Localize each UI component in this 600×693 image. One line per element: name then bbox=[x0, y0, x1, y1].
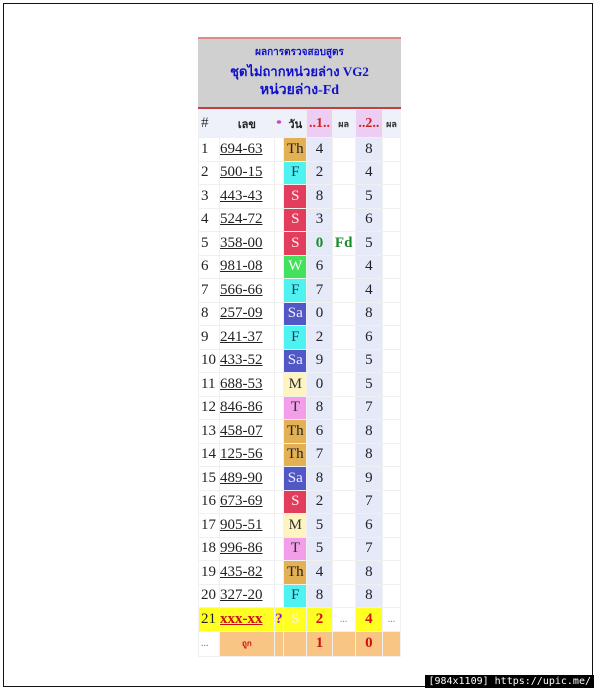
row-star-cell bbox=[274, 561, 283, 585]
table-row bbox=[199, 185, 401, 209]
col-result1-header: ผล bbox=[332, 110, 355, 138]
drawn-number[interactable]: 981-08 bbox=[220, 255, 275, 279]
row-number: 18 bbox=[199, 537, 220, 561]
col-day-header: วัน bbox=[284, 110, 307, 138]
value-2: 7 bbox=[355, 490, 382, 514]
row-number: 14 bbox=[199, 443, 220, 467]
value-2: 8 bbox=[355, 561, 382, 585]
result-1 bbox=[332, 326, 355, 350]
table-row bbox=[199, 373, 401, 397]
row-number: 8 bbox=[199, 302, 220, 326]
day-badge: T bbox=[284, 537, 307, 561]
value-2: 8 bbox=[355, 584, 382, 608]
result-2 bbox=[383, 185, 401, 209]
value-2: 5 bbox=[355, 232, 382, 256]
table-row bbox=[199, 561, 401, 585]
row-star-cell bbox=[274, 373, 283, 397]
value-1: 2 bbox=[307, 161, 332, 185]
header-title: ผลการตรวจสอบสูตร bbox=[255, 47, 344, 58]
table-row bbox=[199, 396, 401, 420]
row-star-cell bbox=[274, 185, 283, 209]
row-star-cell bbox=[274, 443, 283, 467]
col-result2-header: ผล bbox=[383, 110, 401, 138]
totals-row bbox=[199, 631, 401, 656]
value-2: 8 bbox=[355, 443, 382, 467]
value-1: 5 bbox=[307, 537, 332, 561]
result-2 bbox=[383, 443, 401, 467]
value-2: 4 bbox=[355, 608, 382, 632]
row-number: 10 bbox=[199, 349, 220, 373]
value-2: 4 bbox=[355, 255, 382, 279]
result-2 bbox=[383, 161, 401, 185]
day-badge: S bbox=[284, 185, 307, 209]
value-2: 4 bbox=[355, 161, 382, 185]
day-badge: Sa bbox=[284, 349, 307, 373]
image-source-tag: [984x1109] https://upic.me/ bbox=[425, 675, 594, 688]
result-2 bbox=[383, 232, 401, 256]
value-1: 8 bbox=[307, 396, 332, 420]
result-1 bbox=[332, 255, 355, 279]
table-row bbox=[199, 490, 401, 514]
day-badge: T bbox=[284, 396, 307, 420]
row-number: 2 bbox=[199, 161, 220, 185]
drawn-number[interactable]: 443-43 bbox=[220, 185, 275, 209]
value-1: 5 bbox=[307, 514, 332, 538]
result-1 bbox=[332, 373, 355, 397]
col-star-header: * bbox=[274, 110, 283, 138]
row-star-cell: ? bbox=[274, 608, 283, 632]
day-badge: Sa bbox=[284, 467, 307, 491]
row-star-cell bbox=[274, 161, 283, 185]
row-star-cell bbox=[274, 537, 283, 561]
table-row bbox=[199, 467, 401, 491]
results-table bbox=[198, 109, 401, 657]
col-1-header: ..1.. bbox=[307, 110, 332, 138]
value-2: 6 bbox=[355, 514, 382, 538]
row-star-cell bbox=[274, 514, 283, 538]
row-star-cell bbox=[274, 584, 283, 608]
drawn-number[interactable]: 673-69 bbox=[220, 490, 275, 514]
row-number: 20 bbox=[199, 584, 220, 608]
day-badge: Th bbox=[284, 561, 307, 585]
result-1 bbox=[332, 185, 355, 209]
col-num-header: # bbox=[199, 110, 220, 138]
table-row bbox=[199, 232, 401, 256]
result-1 bbox=[332, 537, 355, 561]
drawn-number[interactable]: 524-72 bbox=[220, 208, 275, 232]
row-star-cell bbox=[274, 232, 283, 256]
day-badge: M bbox=[284, 514, 307, 538]
result-1 bbox=[332, 161, 355, 185]
value-1: 8 bbox=[307, 185, 332, 209]
day-badge: Sa bbox=[284, 302, 307, 326]
row-star-cell bbox=[274, 255, 283, 279]
value-2: 7 bbox=[355, 537, 382, 561]
value-1: 0 bbox=[307, 373, 332, 397]
result-2 bbox=[383, 373, 401, 397]
table-row bbox=[199, 420, 401, 444]
value-1: 2 bbox=[307, 326, 332, 350]
row-number: 19 bbox=[199, 561, 220, 585]
value-2: 4 bbox=[355, 279, 382, 303]
column-header-row bbox=[199, 110, 401, 138]
total-1: 1 bbox=[307, 631, 332, 656]
row-number: 11 bbox=[199, 373, 220, 397]
value-1: 0 bbox=[307, 302, 332, 326]
day-badge: F bbox=[284, 161, 307, 185]
drawn-number[interactable]: 500-15 bbox=[220, 161, 275, 185]
day-badge: F bbox=[284, 279, 307, 303]
result-1 bbox=[332, 490, 355, 514]
row-number: 15 bbox=[199, 467, 220, 491]
day-badge: F bbox=[284, 326, 307, 350]
result-2 bbox=[383, 490, 401, 514]
value-1: 8 bbox=[307, 467, 332, 491]
result-2 bbox=[383, 514, 401, 538]
result-2 bbox=[383, 561, 401, 585]
header-unit: หน่วยล่าง-Fd bbox=[259, 83, 340, 98]
result-1 bbox=[332, 443, 355, 467]
result-2 bbox=[383, 302, 401, 326]
drawn-number[interactable]: 458-07 bbox=[220, 420, 275, 444]
result-1 bbox=[332, 349, 355, 373]
row-star-cell bbox=[274, 279, 283, 303]
value-2: 7 bbox=[355, 396, 382, 420]
drawn-number[interactable]: 257-09 bbox=[220, 302, 275, 326]
table-row bbox=[199, 443, 401, 467]
result-1 bbox=[332, 138, 355, 162]
row-star-cell bbox=[274, 420, 283, 444]
result-2 bbox=[383, 349, 401, 373]
result-1 bbox=[332, 279, 355, 303]
value-1: 7 bbox=[307, 443, 332, 467]
result-2 bbox=[383, 537, 401, 561]
value-1: 8 bbox=[307, 584, 332, 608]
day-badge: M bbox=[284, 373, 307, 397]
col-2-header: ..2.. bbox=[355, 110, 382, 138]
table-row bbox=[199, 584, 401, 608]
results-header bbox=[198, 37, 401, 109]
result-1: Fd bbox=[332, 232, 355, 256]
value-1: 6 bbox=[307, 420, 332, 444]
table-row bbox=[199, 514, 401, 538]
result-2 bbox=[383, 467, 401, 491]
result-1 bbox=[332, 561, 355, 585]
day-badge: Th bbox=[284, 138, 307, 162]
row-number: 16 bbox=[199, 490, 220, 514]
drawn-number[interactable]: 433-52 bbox=[220, 349, 275, 373]
col-number-header: เลข bbox=[220, 110, 275, 138]
value-1: 3 bbox=[307, 208, 332, 232]
totals-label: ถูก bbox=[220, 631, 275, 656]
table-row bbox=[199, 326, 401, 350]
result-1 bbox=[332, 420, 355, 444]
day-badge: S bbox=[284, 208, 307, 232]
drawn-number[interactable]: 688-53 bbox=[220, 373, 275, 397]
result-2 bbox=[383, 208, 401, 232]
value-2: 8 bbox=[355, 420, 382, 444]
row-number: 1 bbox=[199, 138, 220, 162]
value-2: 8 bbox=[355, 138, 382, 162]
value-2: 9 bbox=[355, 467, 382, 491]
table-row bbox=[199, 208, 401, 232]
result-1 bbox=[332, 208, 355, 232]
value-1: 2 bbox=[307, 490, 332, 514]
value-2: 8 bbox=[355, 302, 382, 326]
value-1: 4 bbox=[307, 561, 332, 585]
day-badge: Th bbox=[284, 420, 307, 444]
row-number: 21 bbox=[199, 608, 220, 632]
value-1: 9 bbox=[307, 349, 332, 373]
row-star-cell bbox=[274, 326, 283, 350]
total-2: 0 bbox=[355, 631, 382, 656]
day-badge: Th bbox=[284, 443, 307, 467]
row-star-cell bbox=[274, 490, 283, 514]
row-star-cell bbox=[274, 467, 283, 491]
value-1: 2 bbox=[307, 608, 332, 632]
pending-number[interactable]: xxx-xx bbox=[220, 608, 275, 632]
result-2 bbox=[383, 396, 401, 420]
totals-empty bbox=[383, 631, 401, 656]
drawn-number[interactable]: 489-90 bbox=[220, 467, 275, 491]
drawn-number[interactable]: 327-20 bbox=[220, 584, 275, 608]
totals-empty bbox=[274, 631, 283, 656]
day-badge: S bbox=[284, 608, 307, 632]
totals-empty bbox=[332, 631, 355, 656]
row-star-cell bbox=[274, 208, 283, 232]
table-row bbox=[199, 138, 401, 162]
drawn-number[interactable]: 125-56 bbox=[220, 443, 275, 467]
drawn-number[interactable]: 566-66 bbox=[220, 279, 275, 303]
result-1 bbox=[332, 514, 355, 538]
value-1: 7 bbox=[307, 279, 332, 303]
result-2 bbox=[383, 255, 401, 279]
value-1: 4 bbox=[307, 138, 332, 162]
drawn-number[interactable]: 694-63 bbox=[220, 138, 275, 162]
table-row bbox=[199, 161, 401, 185]
row-number: 3 bbox=[199, 185, 220, 209]
value-2: 6 bbox=[355, 326, 382, 350]
row-star-cell bbox=[274, 396, 283, 420]
value-2: 5 bbox=[355, 349, 382, 373]
day-badge: F bbox=[284, 584, 307, 608]
value-2: 6 bbox=[355, 208, 382, 232]
drawn-number[interactable]: 905-51 bbox=[220, 514, 275, 538]
row-star-cell bbox=[274, 302, 283, 326]
result-1 bbox=[332, 584, 355, 608]
value-2: 5 bbox=[355, 373, 382, 397]
row-number: 6 bbox=[199, 255, 220, 279]
value-2: 5 bbox=[355, 185, 382, 209]
table-row bbox=[199, 537, 401, 561]
drawn-number[interactable]: 846-86 bbox=[220, 396, 275, 420]
result-1 bbox=[332, 302, 355, 326]
row-number: 4 bbox=[199, 208, 220, 232]
result-1: ... bbox=[332, 608, 355, 632]
day-badge: S bbox=[284, 232, 307, 256]
result-2 bbox=[383, 138, 401, 162]
table-row bbox=[199, 302, 401, 326]
row-number: 17 bbox=[199, 514, 220, 538]
row-number: 7 bbox=[199, 279, 220, 303]
result-2 bbox=[383, 279, 401, 303]
results-panel bbox=[198, 37, 401, 657]
row-star-cell bbox=[274, 349, 283, 373]
day-badge: S bbox=[284, 490, 307, 514]
row-number: 9 bbox=[199, 326, 220, 350]
totals-dots: ... bbox=[199, 631, 220, 656]
row-number: 13 bbox=[199, 420, 220, 444]
row-number: 12 bbox=[199, 396, 220, 420]
row-star-cell bbox=[274, 138, 283, 162]
table-row bbox=[199, 279, 401, 303]
totals-empty bbox=[284, 631, 307, 656]
drawn-number[interactable]: 996-86 bbox=[220, 537, 275, 561]
drawn-number[interactable]: 435-82 bbox=[220, 561, 275, 585]
drawn-number[interactable]: 241-37 bbox=[220, 326, 275, 350]
result-1 bbox=[332, 396, 355, 420]
result-2 bbox=[383, 420, 401, 444]
drawn-number[interactable]: 358-00 bbox=[220, 232, 275, 256]
header-subtitle: ชุดไม่ถากหน่วยล่าง VG2 bbox=[230, 64, 369, 79]
row-number: 5 bbox=[199, 232, 220, 256]
pending-row bbox=[199, 608, 401, 632]
result-2 bbox=[383, 584, 401, 608]
table-row bbox=[199, 349, 401, 373]
result-2: ... bbox=[383, 608, 401, 632]
result-2 bbox=[383, 326, 401, 350]
day-badge: W bbox=[284, 255, 307, 279]
table-row bbox=[199, 255, 401, 279]
value-1: 6 bbox=[307, 255, 332, 279]
result-1 bbox=[332, 467, 355, 491]
value-1: 0 bbox=[307, 232, 332, 256]
